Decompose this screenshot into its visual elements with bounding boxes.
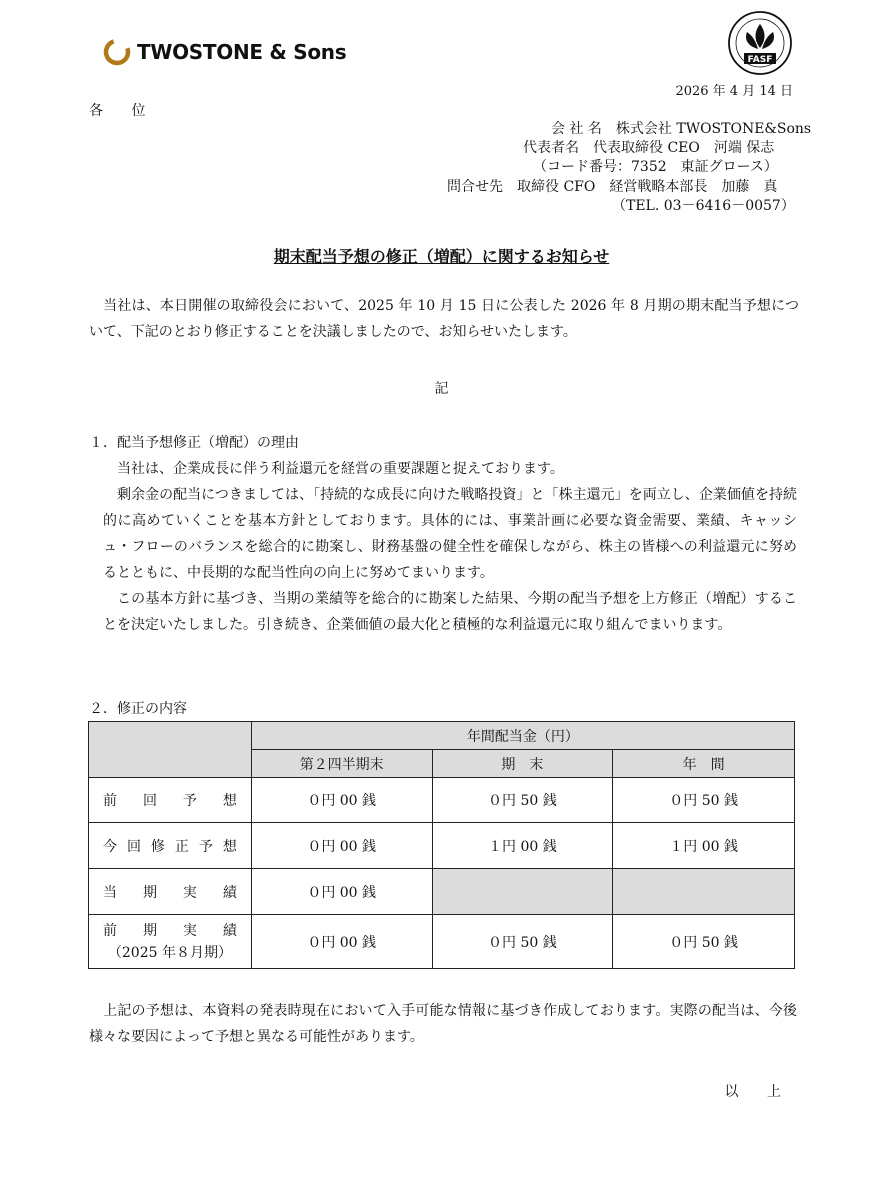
logo-text: TWOSTONE & Sons bbox=[137, 40, 347, 64]
row-label-cell bbox=[89, 915, 252, 969]
row-label: 当期実績 bbox=[89, 869, 252, 915]
intro-paragraph: 当社は、本日開催の取締役会において、2025 年 10 月 15 日に公表した 2026 年 8 月期の期末配当予想について、下記のとおり修正することを決議しましたので、お知らせいたします。 bbox=[89, 298, 799, 340]
row-label: 前期実績 bbox=[103, 922, 237, 939]
row-sublabel: （2025 年８月期） bbox=[107, 944, 232, 961]
company-name: 会 社 名 株式会社 TWOSTONE&Sons bbox=[551, 121, 812, 137]
table-cell-empty bbox=[432, 869, 613, 915]
table-cell: ０円 50 銭 bbox=[613, 915, 795, 969]
section1-p2: 剰余金の配当につきましては、「持続的な成長に向けた戦略投資」と「株主還元」を両立し、企業価値を持続的に高めていくことを基本方針としております。具体的には、事業計画に必要な資金需要、業績、キャッシュ・フローのバランスを総合的に勘案し、財務基盤の健全性を確保しながら、株主の皆様への利益還元に努めるとともに、中長期的な配当性向の向上に努めてまいります。 bbox=[103, 487, 797, 581]
table-cell: １円 00 銭 bbox=[613, 823, 795, 869]
table-corner bbox=[89, 722, 252, 778]
table-cell: ０円 00 銭 bbox=[251, 915, 432, 969]
table-row bbox=[89, 915, 795, 969]
contact-person: 問合せ先 取締役 CFO 経営戦略本部長 加藤 真 bbox=[447, 179, 778, 195]
table-cell: ０円 50 銭 bbox=[432, 778, 613, 823]
forecast-note: 上記の予想は、本資料の発表時現在において入手可能な情報に基づき作成しております。実際の配当は、今後様々な要因によって予想と異なる可能性があります。 bbox=[89, 1003, 797, 1045]
table-row bbox=[89, 823, 795, 869]
company-info bbox=[0, 0, 883, 230]
ki-marker: 記 bbox=[434, 381, 449, 397]
table-group-header: 年間配当金（円） bbox=[251, 722, 794, 750]
dividend-table bbox=[88, 721, 795, 969]
table-cell: ０円 00 銭 bbox=[251, 778, 432, 823]
column-header: 第２四半期末 bbox=[251, 750, 432, 778]
document-title: 期末配当予想の修正（増配）に関するお知らせ bbox=[273, 247, 610, 266]
end-mark: 以 上 bbox=[724, 1084, 793, 1100]
release-date: 2026 年 4 月 14 日 bbox=[675, 84, 793, 99]
table-cell: ０円 50 銭 bbox=[613, 778, 795, 823]
section1-body bbox=[103, 456, 797, 638]
table-row bbox=[89, 869, 795, 915]
table-row bbox=[89, 778, 795, 823]
section1-p1: 当社は、企業成長に伴う利益還元を経営の重要課題と捉えております。 bbox=[117, 461, 564, 477]
stock-code: （コード番号：7352 東証グロース） bbox=[533, 159, 778, 175]
row-label: 今回修正予想 bbox=[89, 823, 252, 869]
table-cell-empty bbox=[613, 869, 795, 915]
table-cell: ０円 00 銭 bbox=[251, 823, 432, 869]
section2-heading: ２．修正の内容 bbox=[89, 701, 187, 717]
contact-phone: （TEL. 03－6416－0057） bbox=[612, 198, 795, 214]
column-header: 年 間 bbox=[613, 750, 795, 778]
representative: 代表者名 代表取締役 CEO 河端 保志 bbox=[523, 140, 775, 156]
addressee: 各 位 bbox=[89, 103, 158, 119]
table-cell: １円 00 銭 bbox=[432, 823, 613, 869]
column-header: 期 末 bbox=[432, 750, 613, 778]
section1-p3: この基本方針に基づき、当期の業績等を総合的に勘案した結果、今期の配当予想を上方修正（増配）することを決定いたしました。引き続き、企業価値の最大化と積極的な利益還元に取り組んでまいります。 bbox=[103, 591, 797, 633]
row-label: 前回予想 bbox=[89, 778, 252, 823]
table-cell: ０円 00 銭 bbox=[251, 869, 432, 915]
table-cell: ０円 50 銭 bbox=[432, 915, 613, 969]
seal-text: FASF bbox=[747, 55, 773, 65]
section1-heading: １．配当予想修正（増配）の理由 bbox=[89, 435, 299, 451]
